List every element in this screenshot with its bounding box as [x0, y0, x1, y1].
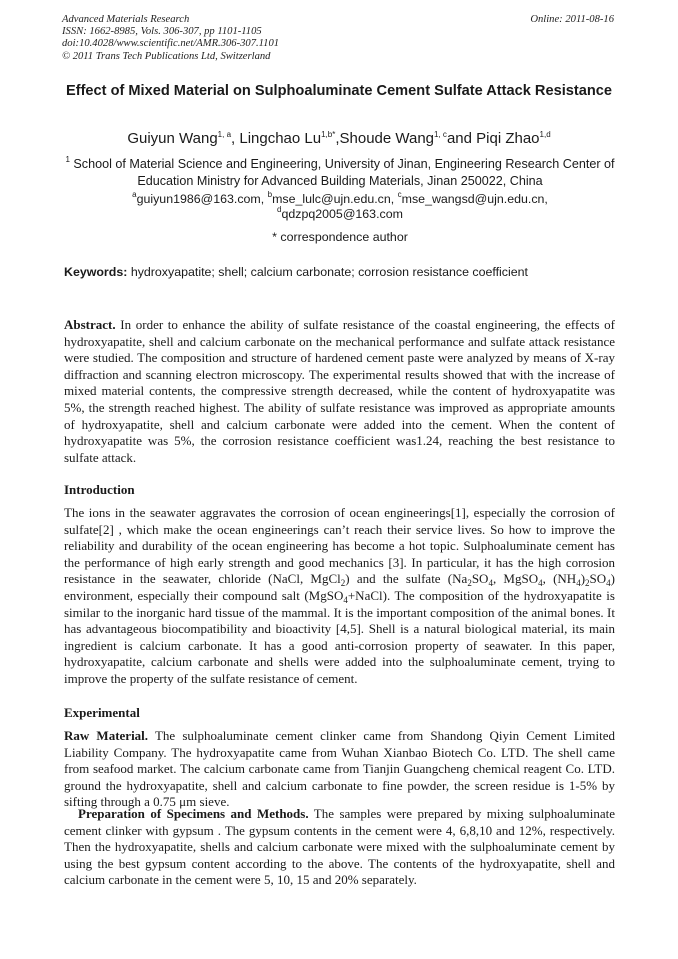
- keywords-label: Keywords:: [64, 265, 128, 279]
- author-name: Guiyun Wang: [127, 130, 218, 147]
- email-list: $^a$guiyun1986@163.com, $^b$mse_lulc@ujn.edu.cn, $^c$mse_wangsd@ujn.edu.cn, $^d$qdzpq2005@163.com: [132, 190, 548, 221]
- author-list: Guiyun Wang$^{1, a}$, Lingchao $Lu^{1,b*},Shoude$ Wang$^{1, c}$and Piqi Zhao$^{1,d}$: [127, 130, 551, 147]
- journal-header: [62, 14, 279, 63]
- author-name: Shoude Wang: [339, 130, 435, 147]
- doi-line: doi:10.4028/www.scientific.net/AMR.306-307.1101: [62, 38, 280, 50]
- email-address[interactable]: qdzpq2005@163.com: [281, 207, 403, 221]
- email-mark: c: [397, 190, 402, 199]
- author-affil-mark: 1, a: [217, 130, 232, 139]
- section-heading-experimental: Experimental: [64, 705, 140, 720]
- author-affil-mark: 1,d: [539, 130, 551, 139]
- keywords: [64, 264, 618, 280]
- raw-material-paragraph: [64, 728, 615, 811]
- author-name: Piqi Zhao: [476, 130, 540, 147]
- keywords-text: hydroxyapatite; shell; calcium carbonate; corrosion resistance coefficient: [130, 265, 528, 279]
- abstract: [64, 317, 615, 466]
- correspondence-note: * correspondence author: [272, 230, 408, 244]
- affiliation-text: School of Material Science and Engineering, University of Jinan, Engineering Research Center of Education Ministry for Advanced Building Materials, Jinan 250022, China: [73, 157, 615, 188]
- abstract-label: Abstract.: [64, 317, 116, 332]
- author-affil-mark: 1, c: [434, 130, 447, 139]
- section-heading-introduction: Introduction: [64, 482, 135, 497]
- journal-name: Advanced Materials Research: [62, 14, 190, 25]
- affiliation: [62, 156, 618, 190]
- preparation-paragraph: [64, 806, 615, 889]
- email-mark: d: [277, 205, 282, 214]
- copyright-line: © 2011 Trans Tech Publications Ltd, Switzerland: [62, 50, 271, 62]
- email-address[interactable]: mse_lulc@ujn.edu.cn: [272, 192, 391, 206]
- author-name: Lingchao Lu: [239, 130, 322, 147]
- paper-title: Effect of Mixed Material on Sulphoaluminate Cement Sulfate Attack Resistance: [65, 83, 613, 99]
- affiliation-mark: 1: [65, 155, 70, 164]
- email-address[interactable]: mse_wangsd@ujn.edu.cn: [401, 192, 545, 206]
- raw-material-text: The sulphoaluminate cement clinker came from Shandong Qiyin Cement Limited Liability Company. The hydroxyapatite came from Wuhan Xianbao Biotech Co. LTD. The shell came from seafood market. The calcium carbonate came from Tianjin Guangcheng chemical reagent Co. LTD. ground the hydroxyapatite, shell and calcium carbonate to fine powder, the screen residue is 1-5% by sifting through a 0.75 μm sieve.: [64, 728, 615, 810]
- author-affil-mark: 1,b*: [321, 130, 336, 139]
- email-address[interactable]: guiyun1986@163.com: [136, 192, 261, 206]
- preparation-text: The samples were prepared by mixing sulphoaluminate cement clinker with gypsum . The gypsum contents in the cement were 4, 6,8,10 and 12%, respectively. Then the hydroxyapatite, shells and calcium carbonate were mixed with the sulphoaluminate cement by using the best gypsum content according to the above. The contents of the hydroxyapatite, shell and calcium carbonate in the cement were 5, 10, 15 and 20% separately.: [64, 806, 615, 888]
- issn-line: ISSN: 1662-8985, Vols. 306-307, pp 1101-1105: [62, 26, 262, 38]
- raw-material-label: Raw Material.: [64, 728, 149, 743]
- abstract-text: In order to enhance the ability of sulfate resistance of the coastal engineering, the effects of hydroxyapatite, shell and calcium carbonate on the mechanical performance and sulfate attack resistance were studied. The composition and structure of hardened cement paste were analyzed by means of X-ray diffraction and scanning electron microscopy. The experimental results showed that with the increase of mixed material contents, the compressive strength decreased, while the content of hydroxyapatite was 5%, the strength reached highest. The ability of sulfate resistance was improved as appropriate amounts of hydroxyapatite, shell and calcium carbonate were added into the cement. When the content of hydroxyapatite was 5%, the corrosion resistance coefficient was1.24, reaching the best resistance to sulfate attack.: [64, 317, 616, 465]
- email-mark: a: [132, 190, 137, 199]
- preparation-label: Preparation of Specimens and Methods.: [78, 806, 309, 821]
- online-date: Online: 2011-08-16: [530, 14, 614, 25]
- introduction-paragraph: The ions in the seawater aggravates the corrosion of ocean engineerings[1], especially the corrosion of sulfate[2] , which make the ocean engineerings can’t reach their service lives. So how to improve the reliability and durability of the ocean engineering has become a hot topic. Sulphoaluminate cement has the performance of high early strength and good mechanics [3]. In particular, it has the high corrosion resistance in the seawater, chloride (NaCl, MgCl$_2$) and the sulfate ($Na_2SO_4$, MgSO$_4$, $(NH_4)_2SO_4$) environment, especially their compound salt (MgSO$_4$+NaCl). The composition of the hydroxyapatite is similar to the inorganic hard tissue of the mammal. It is the important composition of the animal bones. It has advantageous biocompatibility and bioactivity [4,5]. Shell is a natural biological material, its main ingredient is calcium carbonate. It has a good anti-corrosion property of seawater. In this paper, hydroxyapatite, calcium carbonate and shells were added into the sulphoaluminate cement, trying to improve the property of the sulfate resistance of cement.: [64, 505, 615, 686]
- email-mark: b: [267, 190, 273, 199]
